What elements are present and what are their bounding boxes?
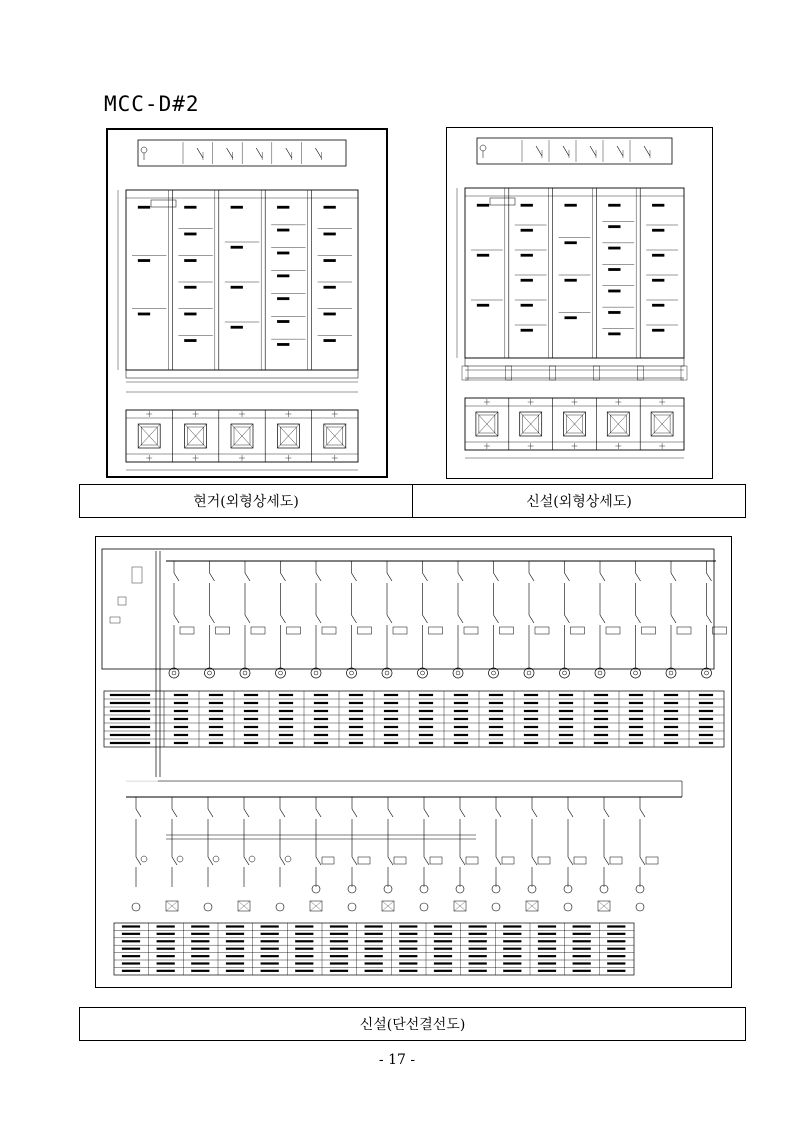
new-elevation-drawing	[446, 127, 713, 479]
caption-single-line: 신설(단선결선도)	[359, 1017, 466, 1033]
caption-new: 신설(외형상세도)	[412, 485, 745, 517]
single-line-caption-table	[79, 1007, 746, 1041]
elevation-group	[457, 138, 687, 458]
elevation-group	[118, 140, 358, 470]
page-number: - 17 -	[378, 1052, 416, 1068]
single-line-diagram	[95, 536, 732, 988]
existing-elevation-drawing	[106, 128, 388, 478]
page-title: MCC-D#2	[104, 92, 200, 116]
caption-existing: 현거(외형상세도)	[193, 494, 299, 510]
elevation-caption-table	[79, 484, 746, 518]
